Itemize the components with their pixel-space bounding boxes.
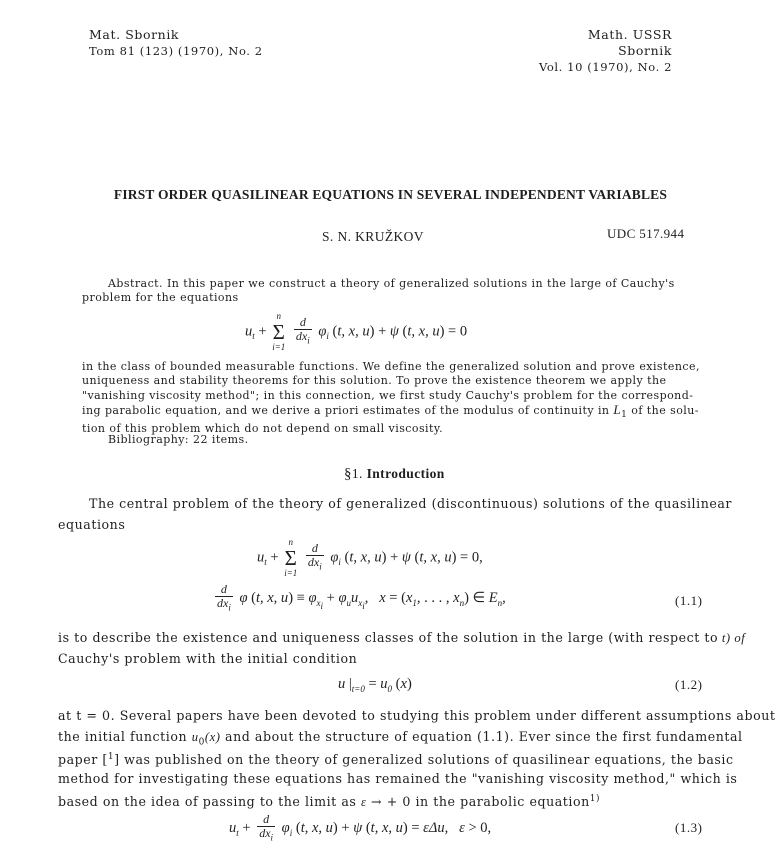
equation-1-1-line1: $u_t$ + n Σ i=1 $\frac{d}{dx_i}$ $\varphi_i$ (t, x, u) + ψ (t, x, u) = 0, <box>257 537 483 578</box>
body-line: the initial function $u_0(x)$ and about the structure of equation (1.1). Ever since the first fundamental <box>58 729 743 748</box>
body-line: is to describe the existence and uniqueness classes of the solution in the large (with respect to t) of <box>58 630 746 645</box>
journal-name-english: Math. USSR Sbornik <box>587 27 672 58</box>
body-line: paper [$^1$] was published on the theory of generalized solutions of quasilinear equations, the basic <box>58 752 734 768</box>
abstract-intro-line1: Abstract. In this paper we construct a theory of generalized solutions in the large of Cauchy's <box>108 277 675 290</box>
equation-number: (1.2) <box>675 677 703 692</box>
body-line: Cauchy's problem with the initial condition <box>58 651 358 666</box>
abstract-line: tion of this problem which do not depend on small viscosity. <box>82 422 444 436</box>
journal-header-left <box>89 27 263 59</box>
abstract-intro-line2: problem for the equations <box>82 291 239 304</box>
journal-name-russian: Mat. Sbornik <box>89 27 180 42</box>
summation-symbol: n Σ i=1 <box>272 311 286 352</box>
abstract-line: uniqueness and stability theorems for this solution. To prove the existence theorem we apply the <box>82 374 667 388</box>
journal-volume-russian: Tom 81 (123) (1970), No. 2 <box>89 44 263 58</box>
section-title: Introduction <box>366 466 445 481</box>
equation-1-2: u $|_{t=0} = u_0$ (x) <box>338 676 412 694</box>
body-line: equations <box>58 517 126 532</box>
body-line: method for investigating these equations has remained the "vanishing viscosity method," which is <box>58 771 738 786</box>
section-symbol: § <box>344 466 352 482</box>
abstract-line: in the class of bounded measurable functions. We define the generalized solution and prove existence, <box>82 360 700 373</box>
footnote-marker[interactable]: 1) <box>589 794 601 804</box>
bibliography-note: Bibliography: 22 items. <box>108 433 249 446</box>
journal-volume-english: Vol. 10 (1970), No. 2 <box>538 60 672 74</box>
section-heading <box>344 466 445 483</box>
citation-ref[interactable]: 1 <box>107 752 115 762</box>
equation-number: (1.1) <box>675 593 703 608</box>
equation-1-1-line2: $\frac{d}{dx_i}$ φ (t, x, $u) \equiv \varphi_{x_i} + \varphi_uu_{x_i}$, $x = (x_1$, . . . , $x_n$) ∈ $E_n$, <box>217 582 506 613</box>
summation-symbol: n Σ i=1 <box>284 537 298 578</box>
equation-1-3: $u_t$ + $\frac{d}{dx_i}$ $\varphi_i$ (t, x, u) + ψ (t, x, u) = εΔu, ε > 0, <box>229 812 492 843</box>
equation-number: (1.3) <box>675 820 703 835</box>
body-line: at t = 0. Several papers have been devoted to studying this problem under different assumptions about <box>58 708 776 723</box>
section-number: 1. <box>351 466 363 481</box>
body-line: The central problem of the theory of generalized (discontinuous) solutions of the quasilinear <box>89 496 733 511</box>
udc-code: UDC 517.944 <box>607 226 685 241</box>
abstract-line: "vanishing viscosity method"; in this connection, we first study Cauchy's problem for the correspond- <box>82 388 694 402</box>
journal-header-right <box>530 27 672 75</box>
abstract-line: ing parabolic equation, and we derive a priori estimates of the modulus of continuity in $L_1$ of the solu- <box>82 401 699 421</box>
paper-title: FIRST ORDER QUASILINEAR EQUATIONS IN SEVERAL INDEPENDENT VARIABLES <box>113 187 668 202</box>
body-line: based on the idea of passing to the limit as ε → + 0 in the parabolic equation$^{1)}$ <box>58 794 601 810</box>
author-name: S. N. KRUŽKOV <box>322 229 424 244</box>
abstract-equation: $u_t$ + n Σ i=1 $\frac{d}{dx_i}$ $\varphi_i$ (t, x, u) + ψ (t, x, u) = 0 <box>245 311 468 352</box>
abstract-body <box>82 360 722 437</box>
